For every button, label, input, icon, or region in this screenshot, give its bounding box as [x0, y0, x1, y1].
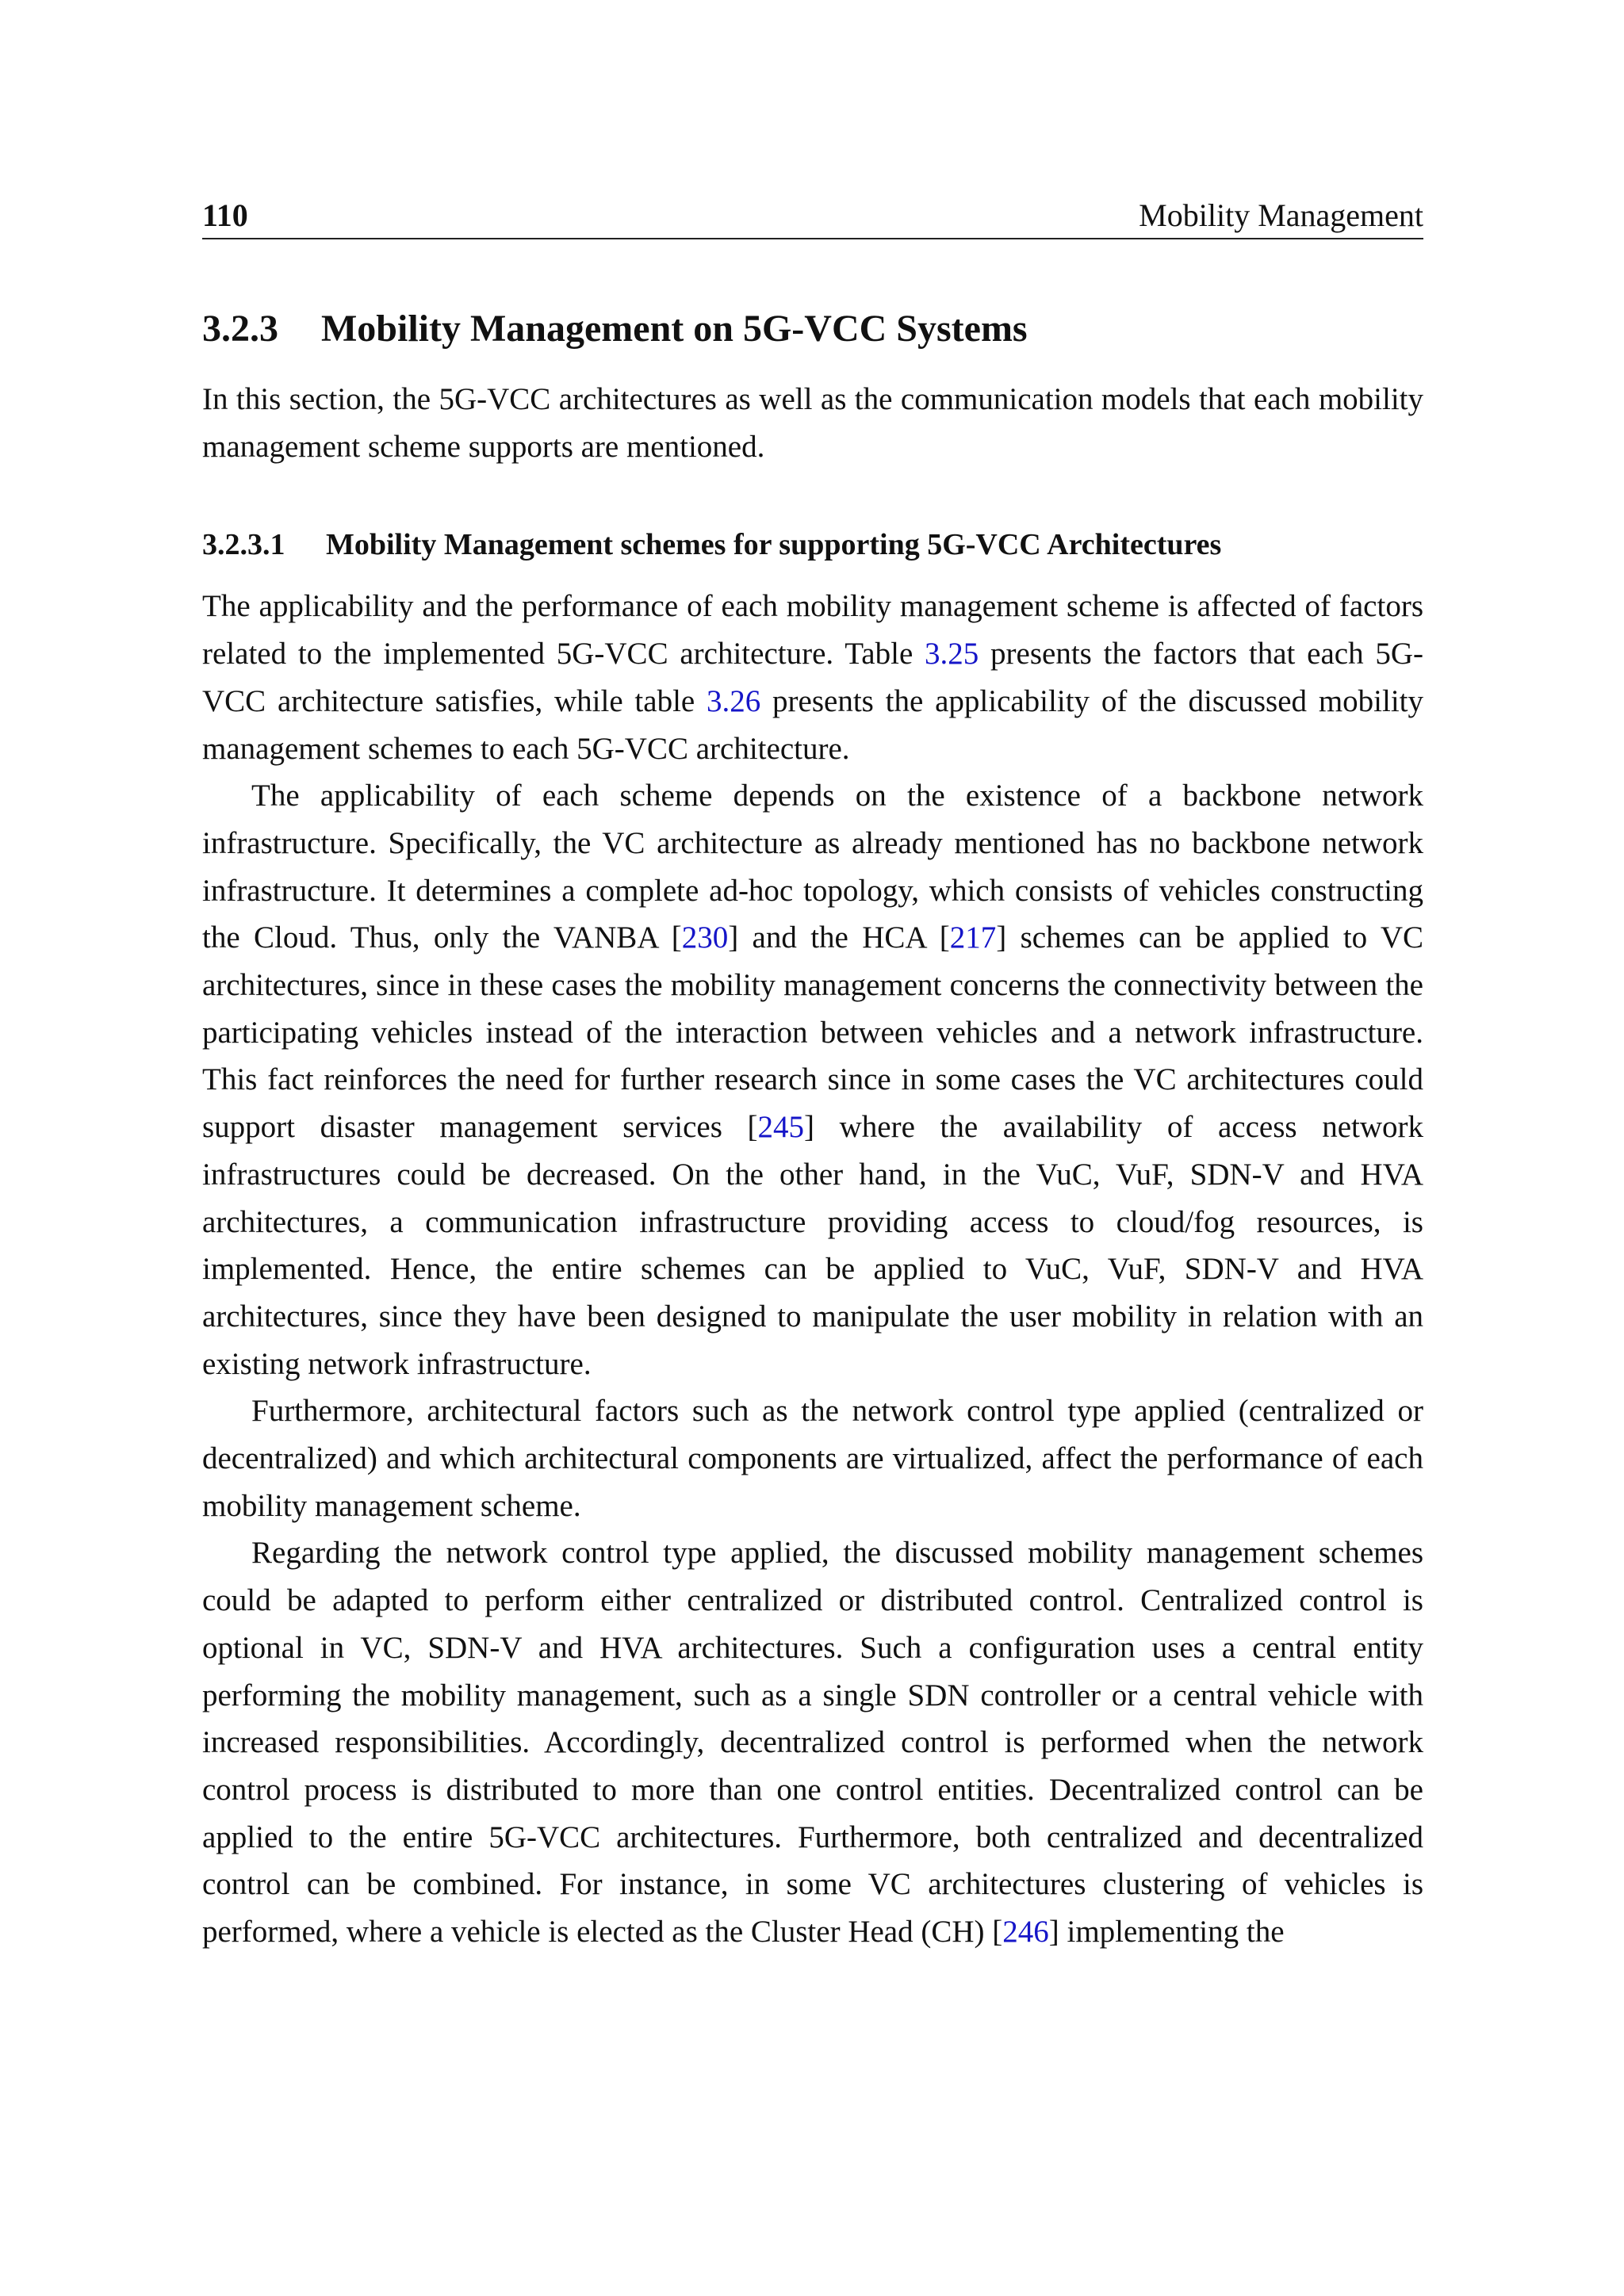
page-number: 110 [202, 197, 248, 233]
text-run: presents the applicability of the discussed mobility management schemes to each 5G-VCC architecture. [202, 683, 1423, 766]
citation-link[interactable]: 245 [757, 1110, 804, 1145]
table-reference-link[interactable]: 3.25 [925, 637, 979, 672]
citation-link[interactable]: 230 [681, 920, 729, 955]
citation-link[interactable]: 217 [949, 920, 997, 955]
table-reference-link[interactable]: 3.26 [707, 683, 761, 718]
citation-link[interactable]: 246 [1002, 1915, 1049, 1950]
section-intro-paragraph: In this section, the 5G-VCC architectures as well as the communication models that each mobility management scheme supports are mentioned. [202, 382, 1423, 464]
subsection-heading [202, 521, 1423, 568]
text-run: presents the factors that each 5G-VCC architecture satisfies, while table [202, 637, 1423, 718]
paragraph-backbone-infrastructure [202, 772, 1423, 1387]
subsection-title: Mobility Management schemes for supporting 5G-VCC Architectures [326, 528, 1222, 562]
text-run: Regarding the network control type applied, the discussed mobility management schemes could be adapted to perform either centralized or distributed control. Centralized control is optional in VC, SDN-V and HVA architectures. Such a configuration uses a central entity performing the mobility management, such as a single SDN controller or a central vehicle with increased responsibilities. Accordingly, decentralized control is performed when the network control process is distributed to more than one control entities. Decentralized control can be applied to the entire 5G-VCC architectures. Furthermore, both centralized and decentralized control can be combined. For instance, in some VC architectures clustering of vehicles is performed, where a vehicle is elected as the Cluster Head (CH) [ [202, 1536, 1423, 1950]
paragraph-applicability [202, 583, 1423, 772]
paragraph-network-control [202, 1529, 1423, 1955]
text-run: ] implementing the [1048, 1915, 1285, 1950]
running-title: Mobility Management [1139, 197, 1423, 233]
running-header [202, 193, 1423, 239]
section-title: Mobility Management on 5G-VCC Systems [321, 308, 1028, 350]
subsection-number: 3.2.3.1 [202, 528, 285, 562]
text-run: ] and the HCA [ [728, 920, 950, 955]
page-body [202, 277, 1423, 1956]
section-number: 3.2.3 [202, 308, 278, 350]
text-run: ] schemes can be applied to VC architectures, since in these cases the mobility management concerns the connectivity between the participating vehicles instead of the interaction between vehicles and a network infrastructure. This fact reinforces the need for further research since in some cases the VC architectures could support disaster management services [ [202, 920, 1424, 1145]
section-heading [202, 293, 1423, 365]
text-run: The applicability and the performance of each mobility management scheme is affected of factors related to the implemented 5G-VCC architecture. Table [202, 589, 1423, 672]
paragraph-architectural-factors: Furthermore, architectural factors such as the network control type applied (centralized or decentralized) and which architectural components are virtualized, affect the performance of each mobility management scheme. [202, 1394, 1423, 1523]
text-run: The applicability of each scheme depends on the existence of a backbone network infrastructure. Specifically, the VC architecture as already mentioned has no backbone network infrastructure. It determines a complete ad-hoc topology, which consists of vehicles constructing the Cloud. Thus, only the VANBA [ [202, 779, 1423, 955]
text-run: ] where the availability of access network infrastructures could be decreased. On the other hand, in the VuC, VuF, SDN-V and HVA architectures, a communication infrastructure providing access to cloud/fog resources, is implemented. Hence, the entire schemes can be applied to VuC, VuF, SDN-V and HVA architectures, since they have been designed to manipulate the user mobility in relation with an existing network infrastructure. [202, 1110, 1423, 1381]
